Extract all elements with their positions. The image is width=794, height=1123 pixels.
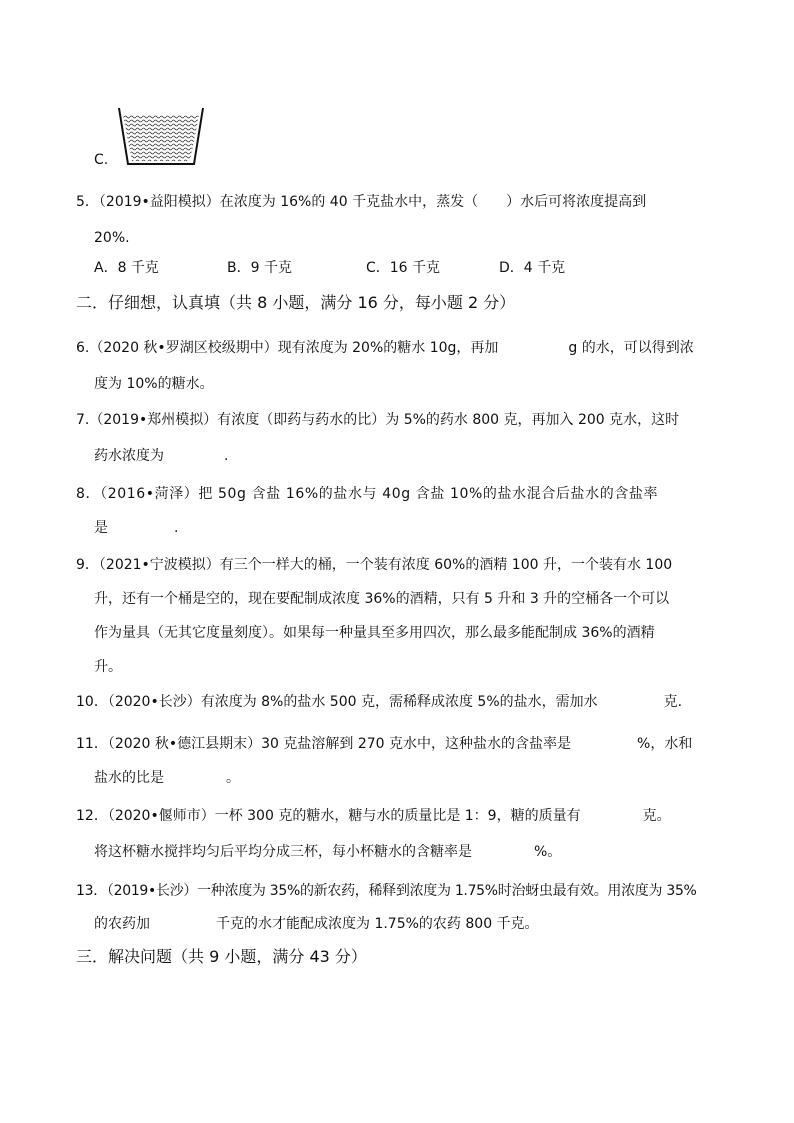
- q4-option-c: C.: [94, 152, 109, 168]
- q9-text-line4: 升。: [94, 659, 122, 675]
- q12-text-b: 克。: [642, 808, 671, 824]
- q6-text-a: 6.（2020 秋•罗湖区校级期中）现有浓度为 20%的糖水 10g，再加: [76, 340, 499, 356]
- q8-text-line1: 8．（2016•菏泽）把 50g 含盐 16%的盐水与 40g 含盐 10%的盐水混合后盐水的含盐率: [76, 486, 659, 502]
- q11-text-line1: [76, 734, 692, 754]
- q5-option-b: B．9 千克: [227, 260, 292, 276]
- q13-text-line1: 13．（2019•长沙）一种浓度为 35%的新农药，稀释到浓度为 1.75%时治蚜虫最有效。用浓度为 35%: [76, 883, 697, 899]
- q7-text-b: .: [224, 448, 229, 464]
- q10-text-b: 克.: [663, 694, 683, 710]
- q9-text-line2: 升，还有一个桶是空的，现在要配制成浓度 36%的酒精，只有 5 升和 3 升的空桶各一个可以: [94, 591, 670, 607]
- q11-text-d: 。: [226, 770, 240, 786]
- q12-text-a: 12．（2020•偃师市）一杯 300 克的糖水，糖与水的质量比是 1：9，糖的质量有: [76, 808, 581, 824]
- q7-text-line2: [94, 446, 228, 466]
- q9-text-line3: 作为量具（无其它度量刻度）。如果每一种量具至多用四次，那么最多能配制成 36%的酒精: [94, 625, 655, 641]
- q5-text-line1: 5．（2019•益阳模拟）在浓度为 16%的 40 千克盐水中，蒸发（ ）水后可将浓度提高到: [76, 194, 647, 210]
- q10-text: [76, 692, 682, 712]
- q5-option-a: A．8 千克: [94, 260, 159, 276]
- container-figure: [118, 107, 204, 165]
- container-water: [123, 115, 199, 161]
- q12-text-d: %。: [534, 844, 562, 860]
- q5-option-c: C．16 千克: [366, 260, 441, 276]
- section-3-heading: 三．解决问题（共 9 小题，满分 43 分）: [76, 947, 367, 966]
- q6-text-b: g 的水，可以得到浓: [568, 340, 694, 356]
- q12-text-line1: [76, 806, 671, 826]
- q8-text-b: .: [174, 520, 179, 536]
- q11-text-b: %，水和: [637, 736, 693, 752]
- q7-text-a: 药水浓度为: [94, 448, 164, 464]
- q9-text-line1: 9．（2021•宁波模拟）有三个一样大的桶，一个装有浓度 60%的酒精 100 升，一个装有水 100: [76, 557, 673, 573]
- q11-text-c: 盐水的比是: [94, 770, 164, 786]
- q13-text-a: 的农药加: [94, 916, 150, 932]
- q13-text-b: 千克的水才能配成浓度为 1.75%的农药 800 千克。: [216, 916, 539, 932]
- q10-text-a: 10．（2020•长沙）有浓度为 8%的盐水 500 克，需稀释成浓度 5%的盐水，需加水: [76, 694, 598, 710]
- q7-text-line1: 7.（2019•郑州模拟）有浓度（即药与药水的比）为 5%的药水 800 克，再加入 200 克水，这时: [76, 412, 680, 428]
- q8-text-line2: [94, 518, 178, 538]
- q12-text-line2: [94, 842, 561, 862]
- q6-text-line1: [76, 338, 694, 358]
- q12-text-c: 将这杯糖水搅拌均匀后平均分成三杯，每小杯糖水的含糖率是: [94, 844, 472, 860]
- q8-text-a: 是: [94, 520, 108, 536]
- q11-text-line2: [94, 768, 240, 788]
- q5-text-line2: 20%.: [94, 230, 130, 246]
- section-2-heading: 二．仔细想，认真填（共 8 小题，满分 16 分，每小题 2 分）: [76, 293, 516, 312]
- q13-text-line2: [94, 914, 539, 934]
- q6-text-line2: 度为 10%的糖水。: [94, 376, 214, 392]
- q11-text-a: 11．（2020 秋•德江县期末）30 克盐溶解到 270 克水中，这种盐水的含盐率是: [76, 736, 572, 752]
- q5-option-d: D．4 千克: [499, 260, 566, 276]
